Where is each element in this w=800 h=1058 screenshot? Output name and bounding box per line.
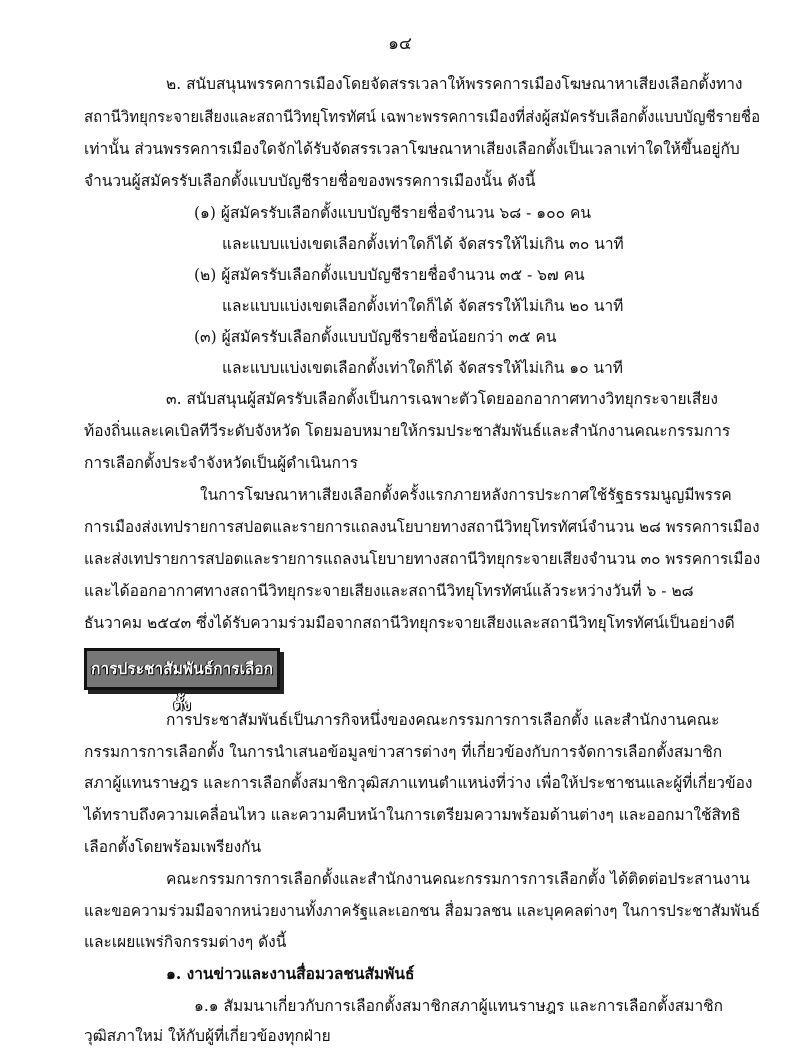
paragraph-line: การเลือกตั้งประจำจังหวัดเป็นผู้ดำเนินการ bbox=[84, 454, 358, 472]
list-item: (๑) ผู้สมัครรับเลือกตั้งแบบบัญชีรายชื่อจำนวน ๖๘ - ๑๐๐ คน bbox=[194, 204, 591, 222]
paragraph-line: สถานีวิทยุกระจายเสียงและสถานีวิทยุโทรทัศน์ เฉพาะพรรคการเมืองที่ส่งผู้สมัครรับเลือกตั้งแบบบัญชีรายชื่อ bbox=[84, 108, 761, 126]
paragraph-line: จำนวนผู้สมัครรับเลือกตั้งแบบบัญชีรายชื่อของพรรคการเมืองนั้น ดังนี้ bbox=[84, 172, 536, 190]
paragraph-line: เลือกตั้งโดยพร้อมเพรียงกัน bbox=[84, 838, 262, 856]
paragraph-line: ๓. สนับสนุนผู้สมัครรับเลือกตั้งเป็นการเฉพาะตัวโดยออกอากาศทางวิทยุกระจายเสียง bbox=[166, 390, 718, 408]
paragraph-line: ท้องถิ่นและเคเบิลทีวีระดับจังหวัด โดยมอบหมายให้กรมประชาสัมพันธ์และสำนักงานคณะกรรมการ bbox=[84, 422, 731, 440]
paragraph-line: คณะกรรมการการเลือกตั้งและสำนักงานคณะกรรมการการเลือกตั้ง ได้ติดต่อประสานงาน bbox=[166, 870, 750, 888]
list-item-continuation: และแบบแบ่งเขตเลือกตั้งเท่าใดก็ได้ จัดสรรให้ไม่เกิน ๑๐ นาที bbox=[222, 359, 623, 377]
paragraph-line: การประชาสัมพันธ์เป็นภารกิจหนึ่งของคณะกรรมการการเลือกตั้ง และสำนักงานคณะ bbox=[166, 711, 720, 729]
list-item-continuation: และแบบแบ่งเขตเลือกตั้งเท่าใดก็ได้ จัดสรรให้ไม่เกิน ๒๐ นาที bbox=[222, 297, 624, 315]
paragraph-line: และส่งเทปรายการสปอตและรายการแถลงนโยบายทางสถานีวิทยุกระจายเสียงจำนวน ๓๐ พรรคการเมือง bbox=[84, 550, 761, 568]
paragraph-line: ๒. สนับสนุนพรรคการเมืองโดยจัดสรรเวลาให้พรรคการเมืองโฆษณาหาเสียงเลือกตั้งทาง bbox=[166, 75, 743, 93]
paragraph-line: ธันวาคม ๒๕๔๓ ซึ่งได้รับความร่วมมือจากสถานีวิทยุกระจายเสียงและสถานีวิทยุโทรทัศน์เป็นอย่างดี bbox=[84, 614, 735, 632]
paragraph-line: ได้ทราบถึงความเคลื่อนไหว และความคืบหน้าในการเตรียมความพร้อมด้านต่างๆ และออกมาใช้สิทธิ bbox=[84, 806, 741, 824]
section-heading-banner bbox=[84, 648, 280, 714]
paragraph-line: วุฒิสภาใหม่ ให้กับผู้ที่เกี่ยวข้องทุกฝ่าย bbox=[84, 1027, 331, 1045]
paragraph-line: สภาผู้แทนราษฎร และการเลือกตั้งสมาชิกวุฒิสภาแทนตำแหน่งที่ว่าง เพื่อให้ประชาชนและผู้ที่เกี่ยวข้อง bbox=[84, 774, 753, 792]
list-item: (๓) ผู้สมัครรับเลือกตั้งแบบบัญชีรายชื่อน้อยกว่า ๓๕ คน bbox=[194, 328, 557, 346]
paragraph-line: กรรมการการเลือกตั้ง ในการนำเสนอข้อมูลข่าวสารต่างๆ ที่เกี่ยวข้องกับการจัดการเลือกตั้งสมาชิก bbox=[84, 743, 723, 761]
page-number: ๑๔ bbox=[388, 34, 412, 54]
paragraph-line: และขอความร่วมมือจากหน่วยงานทั้งภาครัฐและเอกชน สื่อมวลชน และบุคคลต่างๆ ในการประชาสัมพันธ์ bbox=[84, 902, 761, 920]
list-item-continuation: และแบบแบ่งเขตเลือกตั้งเท่าใดก็ได้ จัดสรรให้ไม่เกิน ๓๐ นาที bbox=[222, 235, 624, 253]
subsection-heading: ๑. งานข่าวและงานสื่อมวลชนสัมพันธ์ bbox=[166, 964, 415, 983]
paragraph-line: ในการโฆษณาหาเสียงเลือกตั้งครั้งแรกภายหลังการประกาศใช้รัฐธรรมนูญมีพรรค bbox=[200, 486, 732, 504]
paragraph-line: ๑.๑ สัมมนาเกี่ยวกับการเลือกตั้งสมาชิกสภาผู้แทนราษฎร และการเลือกตั้งสมาชิก bbox=[194, 997, 724, 1015]
paragraph-line: และได้ออกอากาศทางสถานีวิทยุกระจายเสียงและสถานีวิทยุโทรทัศน์แล้วระหว่างวันที่ ๖ - ๒๘ bbox=[84, 582, 694, 600]
section-heading: การประชาสัมพันธ์การเลือกตั้ง bbox=[91, 659, 273, 714]
paragraph-line: การเมืองส่งเทปรายการสปอตและรายการแถลงนโยบายทางสถานีวิทยุโทรทัศน์จำนวน ๒๘ พรรคการเมือง bbox=[84, 518, 760, 536]
paragraph-line: และเผยแพร่กิจกรรมต่างๆ ดังนี้ bbox=[84, 933, 287, 951]
paragraph-line: เท่านั้น ส่วนพรรคการเมืองใดจักได้รับจัดสรรเวลาโฆษณาหาเสียงเลือกตั้งเป็นเวลาเท่าใดให้ขึ้นอยู่กับ bbox=[84, 140, 740, 158]
list-item: (๒) ผู้สมัครรับเลือกตั้งแบบบัญชีรายชื่อจำนวน ๓๕ - ๖๗ คน bbox=[194, 266, 585, 284]
